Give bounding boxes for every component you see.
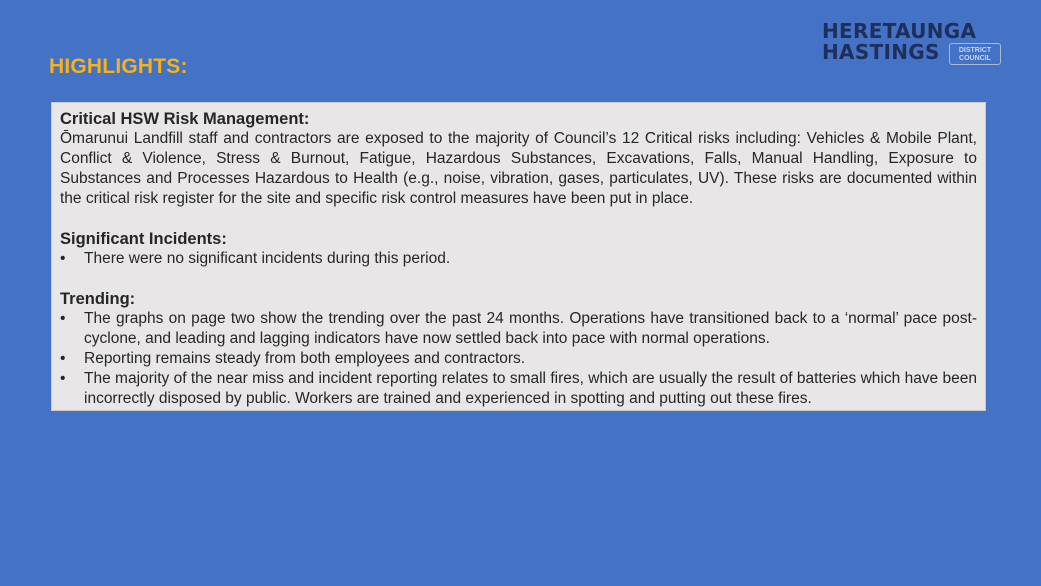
incidents-list [60, 249, 977, 269]
bullet-icon: • [60, 250, 66, 267]
bullet-icon: • [60, 350, 66, 367]
council-logo [821, 20, 1006, 70]
bullet-icon: • [60, 310, 66, 327]
list-item-text: There were no significant incidents during this period. [84, 250, 451, 267]
logo-line-1: HERETAUNGA [822, 19, 977, 43]
list-item-text: The graphs on page two show the trending over the past 24 months. Operations have transitioned back to a ‘normal’ pace post-cyclone, and leading and lagging indicators have now settled back into pace with normal operations. [84, 310, 977, 347]
incidents-title: Significant Incidents: [60, 230, 227, 248]
bullet-icon: • [60, 370, 66, 387]
logo-badge-line-1: DISTRICT [958, 47, 992, 54]
list-item-text: Reporting remains steady from both employees and contractors. [84, 350, 526, 367]
section-spacer [60, 269, 977, 289]
critical-risk-title: Critical HSW Risk Management: [60, 110, 310, 128]
logo-badge-line-2: COUNCIL [959, 55, 991, 62]
highlights-box [51, 102, 986, 411]
trending-title: Trending: [60, 290, 136, 308]
list-item-text: The majority of the near miss and incident reporting relates to small fires, which are usually the result of batteries which have been incorrectly disposed by public. Workers are trained and experienced in spotting and putting out these fires. [84, 370, 977, 407]
list-item [60, 249, 977, 269]
section-spacer [60, 209, 977, 229]
critical-risk-body: Ōmarunui Landfill staff and contractors are exposed to the majority of Council’s 12 Critical risks including: Vehicles & Mobile Plant, Conflict & Violence, Stress & Burnout, Fatigue, Hazardous Substances, Excavations, Falls, Manual Handling, Exposure to Substances and Processes Hazardous to Health (e.g., noise, vibration, gases, particulates, UV). These risks are documented within the critical risk register for the site and specific risk control measures have been put in place. [60, 130, 977, 207]
logo-line-2: HASTINGS [822, 40, 940, 64]
trending-list [60, 309, 977, 409]
list-item [60, 369, 977, 409]
list-item [60, 349, 977, 369]
page-title: HIGHLIGHTS: [49, 55, 188, 78]
logo-badge [949, 43, 1001, 65]
list-item [60, 309, 977, 349]
